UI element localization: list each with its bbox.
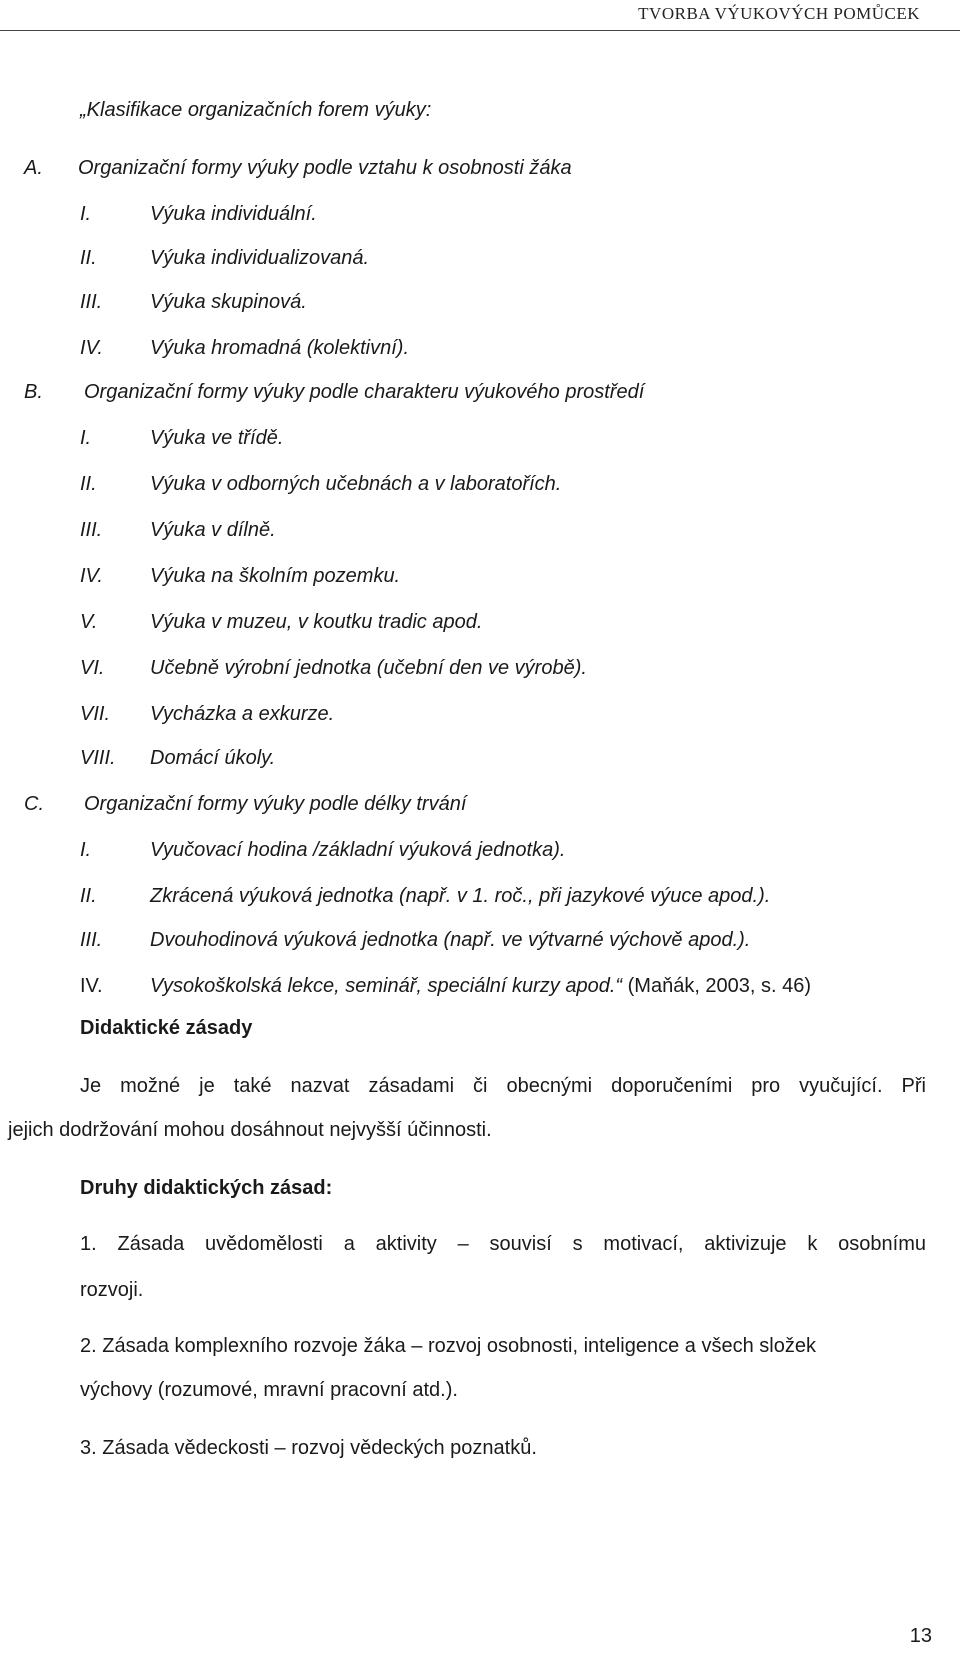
section-title: Organizační formy výuky podle délky trvání <box>84 793 467 815</box>
header-divider <box>0 30 960 31</box>
section-marker: B. <box>24 381 43 403</box>
section-title: Organizační formy výuky podle vztahu k osobnosti žáka <box>78 157 572 179</box>
paragraph-line: Je možné je také nazvat zásadami či obecnými doporučeními pro vyučující. Při <box>80 1075 926 1097</box>
section-marker: C. <box>24 793 44 815</box>
principle-line: 3. Zásada vědeckosti – rozvoj vědeckých poznatků. <box>80 1437 537 1459</box>
section-title: Organizační formy výuky podle charakteru výukového prostředí <box>84 381 645 403</box>
principle-line: výchovy (rozumové, mravní pracovní atd.). <box>80 1379 458 1401</box>
section-marker: A. <box>24 157 43 179</box>
running-header: TVORBA VÝUKOVÝCH POMŮCEK <box>638 4 920 23</box>
types-heading: Druhy didaktických zásad: <box>80 1177 333 1199</box>
citation: (Maňák, 2003, s. 46) <box>627 975 812 997</box>
page-number: 13 <box>909 1625 932 1647</box>
principle-line: 2. Zásada komplexního rozvoje žáka – rozvoj osobnosti, inteligence a všech složek <box>80 1335 816 1357</box>
list-item-text: Vysokoškolská lekce, seminář, speciální kurzy apod.“ <box>150 975 623 997</box>
principle-line: 1. Zásada uvědomělosti a aktivity – souvisí s motivací, aktivizuje k osobnímu <box>80 1233 926 1255</box>
paragraph-line: jejich dodržování mohou dosáhnout nejvyšší účinnosti. <box>8 1119 492 1141</box>
principle-line: rozvoji. <box>80 1279 144 1301</box>
classification-heading: „Klasifikace organizačních forem výuky: <box>80 99 432 121</box>
didactic-heading: Didaktické zásady <box>80 1017 253 1039</box>
